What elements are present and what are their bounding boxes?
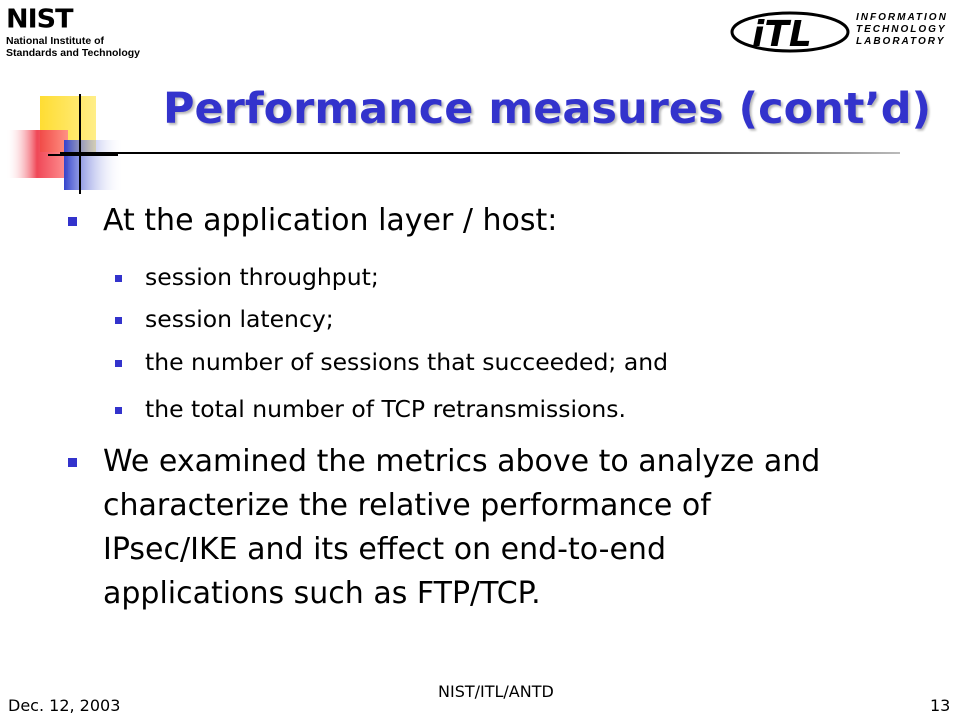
nist-name-line-1: National Institute of	[6, 35, 104, 47]
page-number: 13	[930, 696, 951, 715]
decorative-squares	[0, 90, 130, 200]
deco-vertical-line	[79, 94, 81, 194]
footer-date: Dec. 12, 2003	[8, 696, 121, 715]
bullet-level2	[145, 348, 668, 376]
bullet-level2	[145, 395, 626, 423]
itl-line-2: TECHNOLOGY	[856, 24, 947, 35]
bullet-text: session latency;	[145, 305, 334, 333]
paragraph-line: characterize the relative performance of	[103, 488, 711, 523]
deco-horizontal-line	[48, 154, 118, 156]
bullet-text: the total number of TCP retransmissions.	[145, 395, 627, 423]
nist-name-line-2: Standards and Technology	[6, 47, 140, 59]
itl-line-3: LABORATORY	[856, 36, 946, 47]
footer-center: NIST/ITL/ANTD	[438, 682, 554, 701]
bullet-text: the number of sessions that succeeded; and	[145, 348, 669, 376]
bullet-square-icon	[115, 407, 122, 414]
itl-line-1: INFORMATION	[856, 12, 948, 23]
itl-mark: iTL	[752, 14, 812, 54]
bullet-square-icon	[115, 360, 122, 367]
paragraph-line: We examined the metrics above to analyze and	[103, 444, 821, 479]
bullet-text: session throughput;	[145, 263, 379, 291]
bullet-square-icon	[115, 317, 122, 324]
bullet-square-icon	[68, 458, 77, 467]
deco-blue-square	[64, 140, 124, 190]
bullet-square-icon	[115, 275, 122, 282]
paragraph-line: IPsec/IKE and its effect on end-to-end	[103, 532, 666, 567]
paragraph-line: applications such as FTP/TCP.	[103, 576, 541, 611]
bullet-level1	[103, 200, 557, 242]
nist-wordmark: NIST	[6, 4, 73, 35]
slide-title: Performance measures (cont’d)	[163, 84, 932, 134]
bullet-level2	[145, 263, 379, 291]
title-rule	[60, 152, 900, 154]
nist-logo	[4, 4, 150, 62]
itl-logo	[730, 6, 956, 54]
bullet-text: At the application layer / host:	[103, 203, 558, 238]
itl-emblem-icon	[730, 6, 854, 54]
bullet-level2	[145, 305, 334, 333]
bullet-paragraph	[103, 440, 903, 616]
bullet-square-icon	[68, 217, 77, 226]
